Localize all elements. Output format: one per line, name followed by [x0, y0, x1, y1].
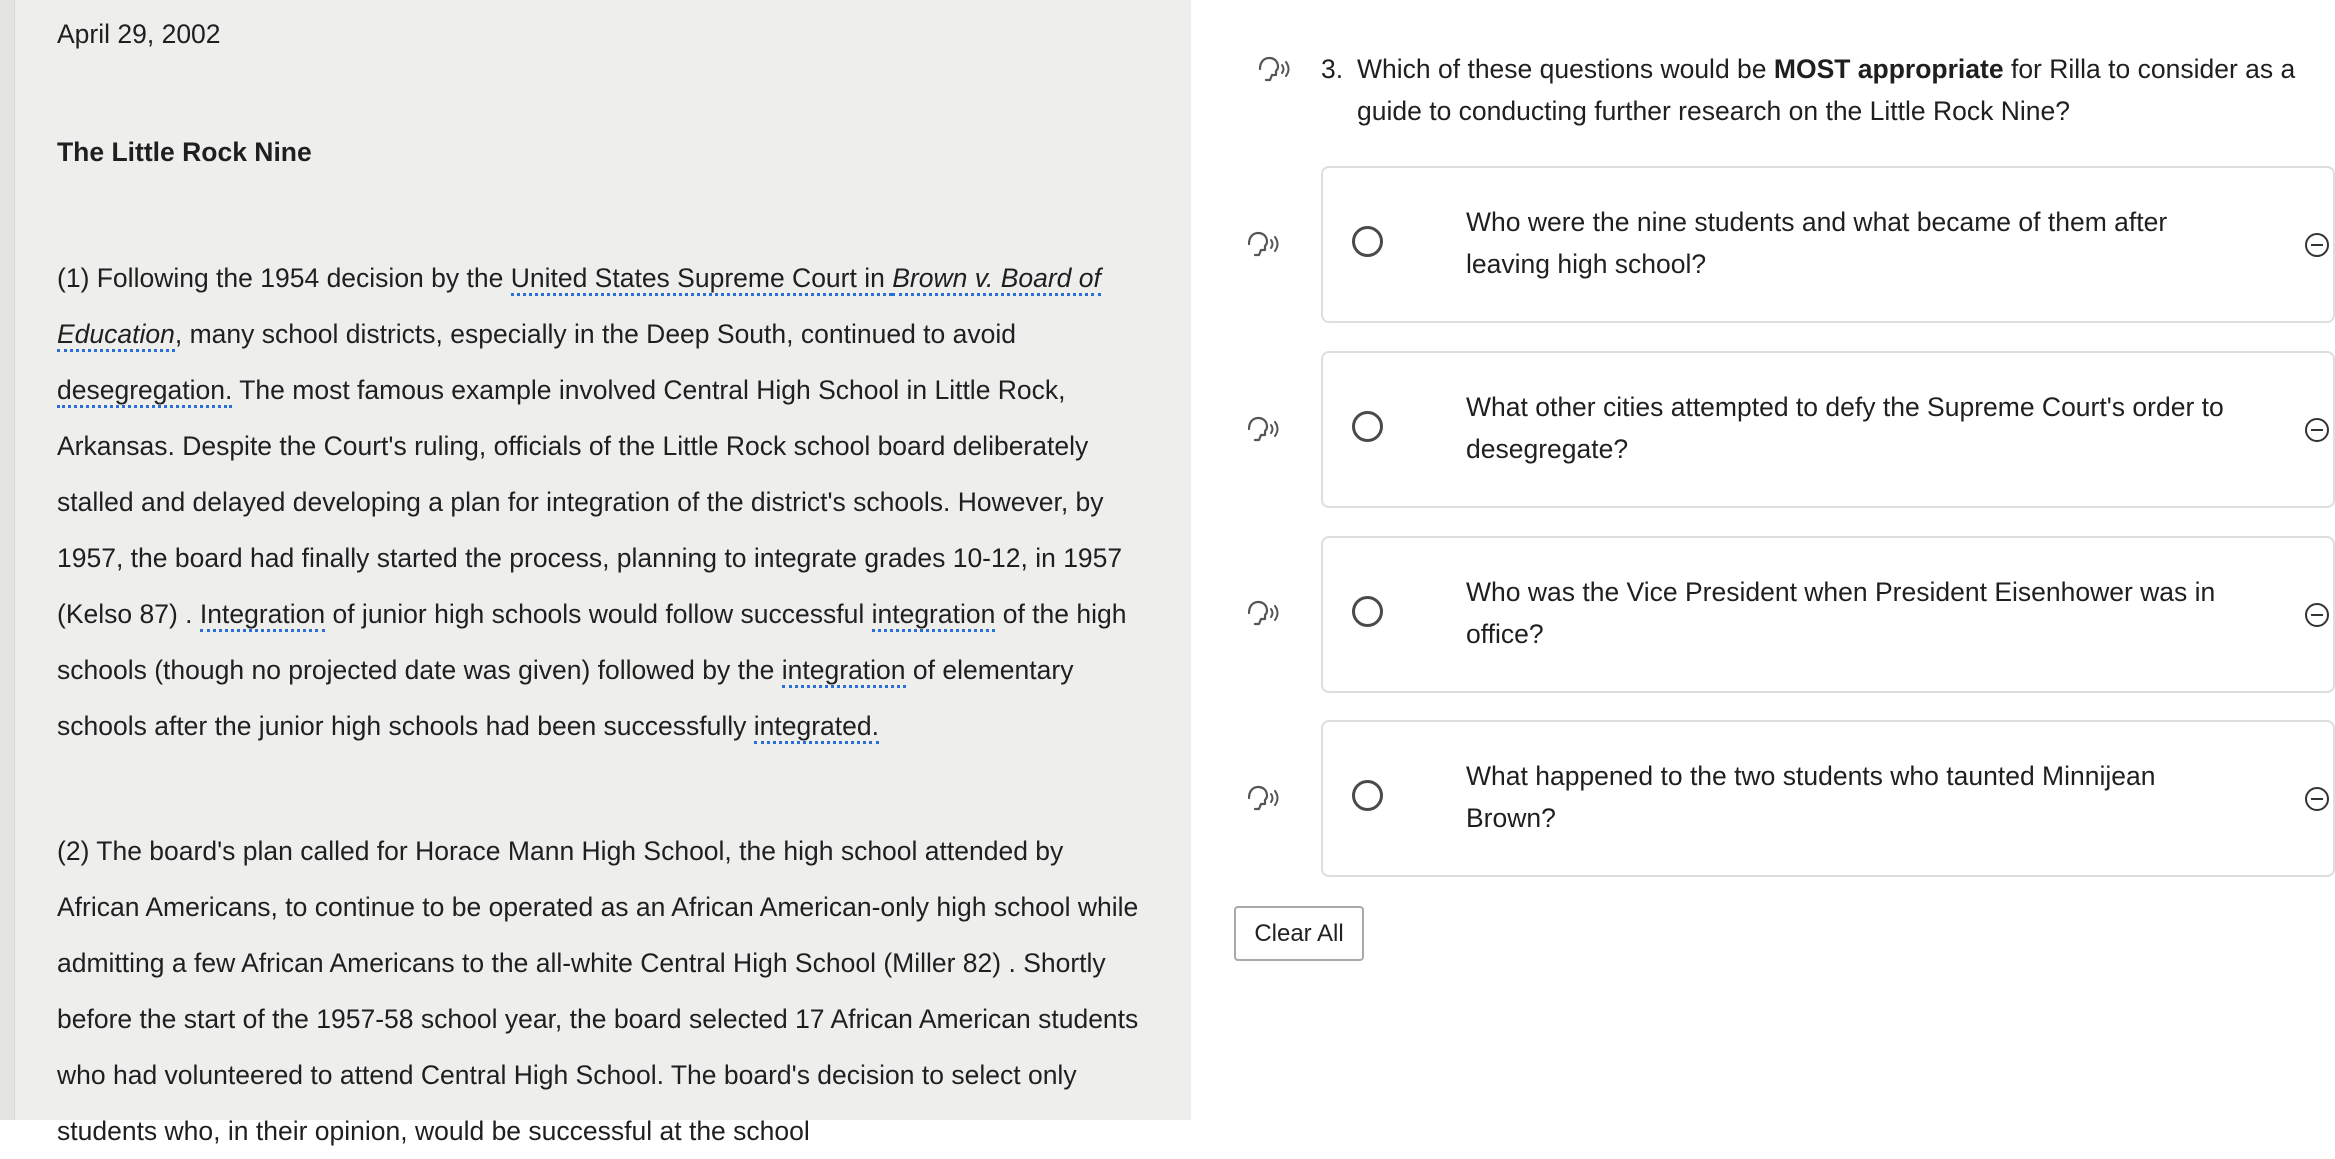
paragraph-text: , many school districts, especially in the Deep South, continued to avoid: [174, 319, 1016, 349]
paragraph-text: of elementary schools after the junior high schools had been successfully: [57, 655, 1074, 741]
passage-panel-edge: [0, 0, 15, 1120]
question-number: 3.: [1321, 54, 1344, 84]
glossary-term-integrated[interactable]: integrated.: [754, 711, 879, 744]
answer-option-text: What other cities attempted to defy the Supreme Court's order to desegregate?: [1466, 392, 2224, 464]
passage-title: The Little Rock Nine: [57, 137, 312, 167]
paragraph-text: of the high schools (though no projected date was given) followed by the: [57, 599, 1127, 685]
eliminate-option-icon[interactable]: [2304, 786, 2330, 812]
question-emphasis: MOST appropriate: [1773, 54, 2004, 84]
glossary-term-brown-v-board[interactable]: Brown v. Board of Education: [57, 263, 1101, 352]
passage-paragraph-1: [57, 250, 1147, 754]
radio-button-icon[interactable]: [1352, 226, 1383, 257]
question-text: Which of these questions would be: [1357, 54, 1774, 84]
passage-date: April 29, 2002: [57, 19, 221, 49]
clear-all-button[interactable]: Clear All: [1234, 906, 1364, 961]
text-to-speech-icon[interactable]: [1243, 228, 1283, 260]
glossary-term-integration[interactable]: integration: [782, 655, 906, 688]
text-to-speech-icon[interactable]: [1254, 53, 1294, 85]
text-to-speech-icon[interactable]: [1243, 597, 1283, 629]
answer-option-text: Who were the nine students and what became of them after leaving high school?: [1466, 207, 2168, 279]
eliminate-option-icon[interactable]: [2304, 417, 2330, 443]
radio-button-icon[interactable]: [1352, 596, 1383, 627]
glossary-term-desegregation[interactable]: desegregation.: [57, 375, 232, 408]
glossary-term-supreme-court[interactable]: United States Supreme Court in: [511, 263, 893, 296]
question-stem: [1357, 48, 2317, 132]
answer-option-d[interactable]: [1321, 720, 2335, 877]
answer-option-a[interactable]: [1321, 166, 2335, 323]
passage-paragraph-2: (2) The board's plan called for Horace Mann High School, the high school attended by African Americans, to continue to be operated as an African American-only high school while admitting a few African Americans to the all-white Central High School (Miller 82) . Shortly before the start of the 1957-58 school year, the board selected 17 African American students who had volunteered to attend Central High School. The board's decision to select only students who, in their opinion, would be successful at the school: [57, 836, 1139, 1146]
question-text: for Rilla to consider as a guide to conducting further research on the Little Rock Nine?: [1357, 54, 2296, 126]
answer-option-text: Who was the Vice President when President Eisenhower was in office?: [1466, 577, 2216, 649]
eliminate-option-icon[interactable]: [2304, 602, 2330, 628]
glossary-term-integration[interactable]: Integration: [200, 599, 325, 632]
text-to-speech-icon[interactable]: [1243, 413, 1283, 445]
radio-button-icon[interactable]: [1352, 411, 1383, 442]
answer-option-c[interactable]: [1321, 536, 2335, 693]
question-panel: [1191, 0, 2310, 1120]
eliminate-option-icon[interactable]: [2304, 232, 2330, 258]
text-to-speech-icon[interactable]: [1243, 782, 1283, 814]
answer-option-b[interactable]: [1321, 351, 2335, 508]
glossary-term-integration[interactable]: integration: [872, 599, 996, 632]
paragraph-text: The most famous example involved Central High School in Little Rock, Arkansas. Despite the Court's ruling, officials of the Little Rock school board deliberately stalled and delayed developing a plan for integration of the district's schools. However, by 1957, the board had finally started the process, planning to integrate grades 10-12, in 1957 (Kelso 87) .: [57, 375, 1123, 629]
paragraph-text: (1) Following the 1954 decision by the: [57, 263, 511, 293]
answer-option-text: What happened to the two students who taunted Minnijean Brown?: [1466, 761, 2156, 833]
radio-button-icon[interactable]: [1352, 780, 1383, 811]
paragraph-text: of junior high schools would follow successful: [325, 599, 872, 629]
